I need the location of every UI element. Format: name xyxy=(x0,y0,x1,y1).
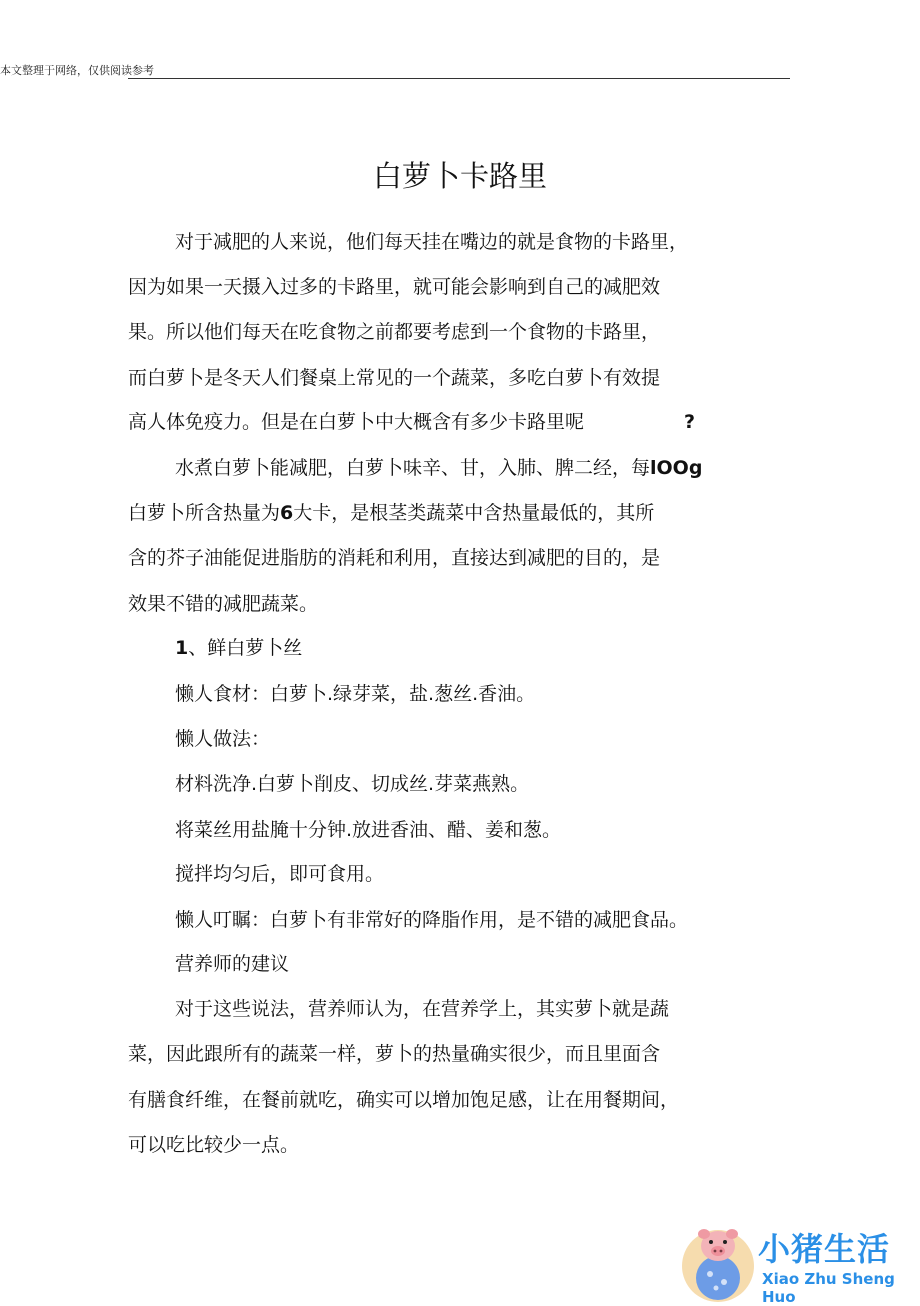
pig-mascot-icon xyxy=(680,1218,760,1303)
brand-logo xyxy=(680,1218,920,1306)
logo-chinese-text: 小猪生活 xyxy=(758,1230,891,1268)
tip-line: 懒人叮瞩：白萝卜有非常好的降脂作用，是不错的减肥食品。 xyxy=(175,909,689,931)
paragraph-line: 水煮白萝卜能减肥，白萝卜味辛、甘，入肺、脾二经，每lOOg xyxy=(175,457,703,479)
paragraph-line: 有膳食纤维，在餐前就吃，确实可以增加饱足感，让在用餐期间， xyxy=(128,1089,680,1111)
question-mark: ? xyxy=(684,411,696,433)
method-step: 材料洗净.白萝卜削皮、切成丝.芽菜燕熟。 xyxy=(175,773,530,795)
section-heading: 营养师的建议 xyxy=(175,953,290,975)
header-divider xyxy=(128,78,790,79)
method-step: 将菜丝用盐腌十分钟.放进香油、醋、姜和葱。 xyxy=(175,819,562,841)
page-title: 白萝卜卡路里 xyxy=(372,159,547,193)
paragraph-line: 因为如果一天摄入过多的卡路里，就可能会影响到自己的减肥效 xyxy=(128,276,661,298)
paragraph-line: 效果不错的减肥蔬菜。 xyxy=(128,593,319,615)
paragraph-line: 果。所以他们每天在吃食物之前都要考虑到一个食物的卡路里， xyxy=(128,321,661,343)
logo-pinyin-text: Xiao Zhu Sheng Huo xyxy=(762,1270,895,1306)
ingredients-line: 懒人食材：白萝卜.绿芽菜，盐.葱丝.香油。 xyxy=(175,683,536,705)
paragraph-line: 可以吃比较少一点。 xyxy=(128,1134,300,1156)
paragraph-line: 白萝卜所含热量为6大卡，是根茎类蔬菜中含热量最低的，其所 xyxy=(128,502,655,524)
paragraph-line: 高人体免疫力。但是在白萝卜中大概含有多少卡路里呢 xyxy=(128,411,585,433)
method-label: 懒人做法： xyxy=(175,728,271,750)
method-step: 搅拌均匀后，即可食用。 xyxy=(175,863,385,885)
paragraph-line: 对于这些说法，营养师认为，在营养学上，其实萝卜就是蔬 xyxy=(175,998,670,1020)
paragraph-line: 菜，因此跟所有的蔬菜一样，萝卜的热量确实很少，而且里面含 xyxy=(128,1043,661,1065)
header-note: 本文整理于网络，仅供阅读参考 xyxy=(0,64,154,77)
paragraph-line: 对于减肥的人来说，他们每天挂在嘴边的就是食物的卡路里， xyxy=(175,231,689,253)
paragraph-line: 而白萝卜是冬天人们餐桌上常见的一个蔬菜，多吃白萝卜有效提 xyxy=(128,367,661,389)
section-heading: 1、鲜白萝卜丝 xyxy=(175,637,303,659)
paragraph-line: 含的芥子油能促进脂肪的消耗和利用，直接达到减肥的目的，是 xyxy=(128,547,661,569)
